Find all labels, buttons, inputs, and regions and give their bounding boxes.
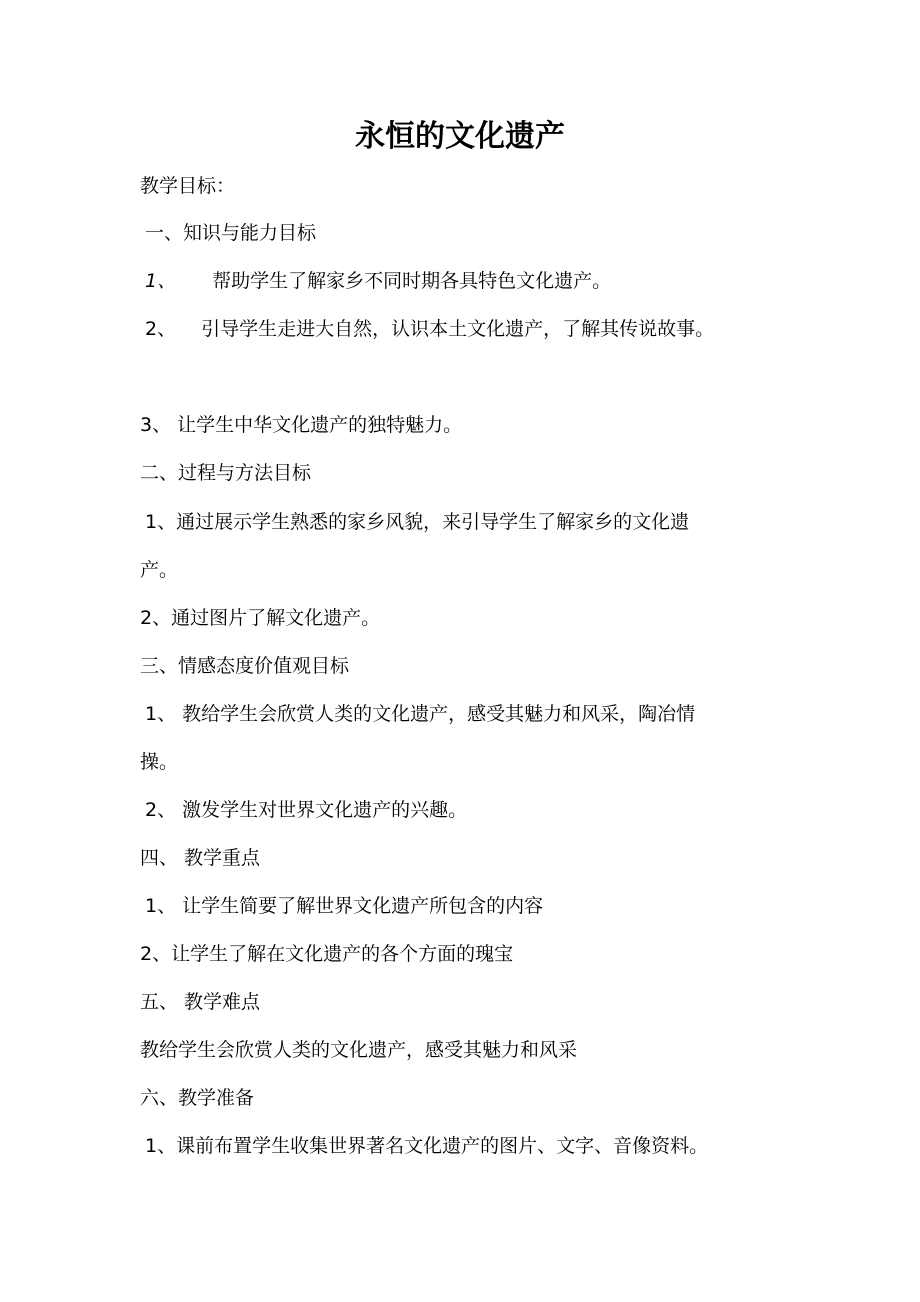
section-5-heading: 五、 教学难点: [140, 991, 261, 1013]
section-3-item-2: 2、 激发学生对世界文化遗产的兴趣。: [145, 799, 468, 821]
section-1-item-1: [145, 266, 611, 296]
section-1-heading: 一、知识与能力目标: [145, 222, 317, 244]
item-number: 2、: [145, 318, 177, 340]
section-4-item-2: 2、让学生了解在文化遗产的各个方面的瑰宝: [140, 943, 514, 965]
section-2-item-1-line-1: 1、通过展示学生熟悉的家乡风貌，来引导学生了解家乡的文化遗: [145, 511, 690, 533]
section-4-item-1: 1、 让学生简要了解世界文化遗产所包含的内容: [145, 895, 544, 917]
section-2-item-2: 2、通过图片了解文化遗产。: [140, 607, 381, 629]
section-6-item-1: 1、课前布置学生收集世界著名文化遗产的图片、文字、音像资料。: [145, 1135, 709, 1157]
section-4-heading: 四、 教学重点: [140, 847, 261, 869]
section-1-item-2: [145, 314, 714, 344]
section-3-item-1-line-1: 1、 教给学生会欣赏人类的文化遗产，感受其魅力和风采，陶冶情: [145, 703, 696, 725]
section-3-item-1-line-2: 操。: [140, 751, 179, 773]
document-title: 永恒的文化遗产: [355, 119, 565, 154]
section-5-text: 教给学生会欣赏人类的文化遗产，感受其魅力和风采: [140, 1039, 578, 1061]
section-2-heading: 二、过程与方法目标: [140, 462, 312, 484]
item-text: 帮助学生了解家乡不同时期各具特色文化遗产。: [212, 270, 612, 292]
section-1-item-3: 3、 让学生中华文化遗产的独特魅力。: [140, 414, 463, 436]
teaching-goals-heading: 教学目标：: [140, 175, 236, 197]
item-number: 1、: [145, 270, 177, 292]
item-text: 引导学生走进大自然，认识本土文化遗产，了解其传说故事。: [201, 318, 715, 340]
section-2-item-1-line-2: 产。: [140, 559, 179, 581]
section-3-heading: 三、情感态度价值观目标: [140, 655, 350, 677]
section-6-heading: 六、教学准备: [140, 1087, 255, 1109]
